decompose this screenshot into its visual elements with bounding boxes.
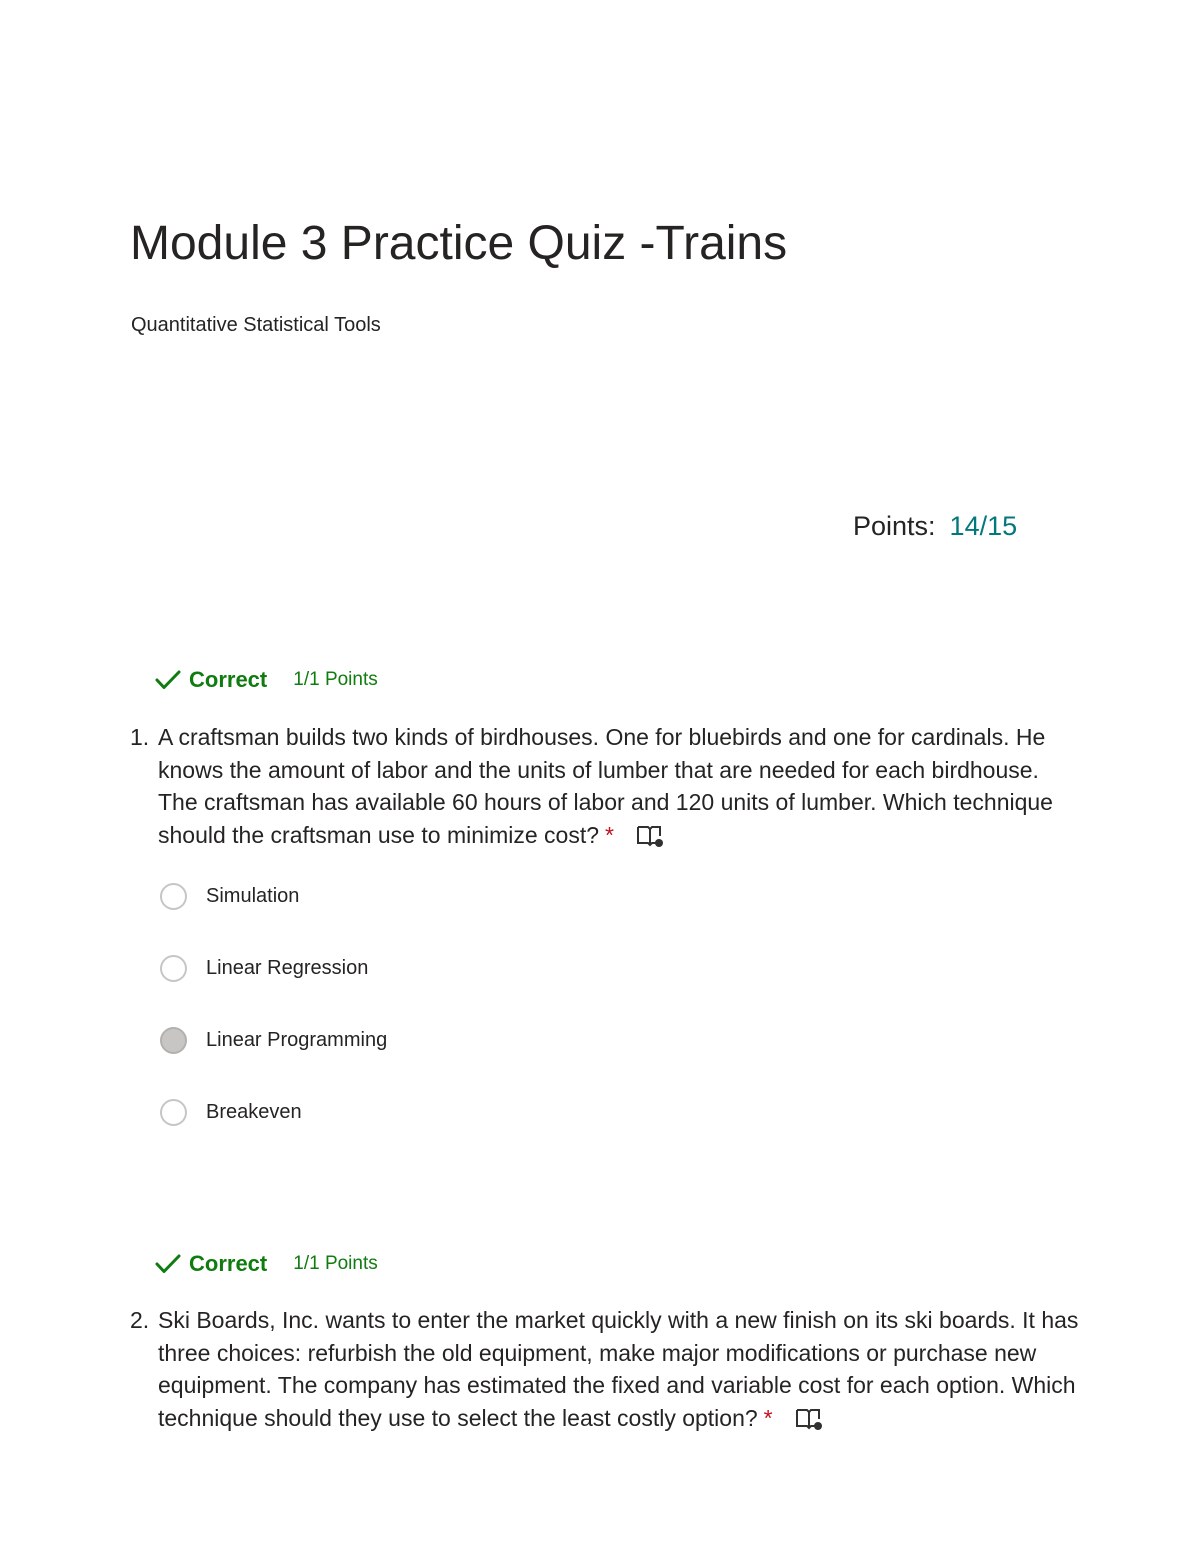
question-text: Ski Boards, Inc. wants to enter the market quickly with a new finish on its ski boards. It has three choices: refurbish the old equipment, make major modifications or purchase new equipment. The company has estimated the fixed and variable cost for each option. Which technique should they use to select the least costly option?: [158, 1307, 1079, 1431]
question-2: [130, 1304, 1080, 1434]
score-value: 14/15: [949, 511, 1018, 541]
question-points: 1/1 Points: [293, 1253, 378, 1274]
question-status: [155, 666, 378, 694]
option-simulation[interactable]: [160, 876, 299, 916]
checkmark-icon: [155, 669, 181, 691]
question-text: A craftsman builds two kinds of birdhouses. One for bluebirds and one for cardinals. He knows the amount of labor and the units of lumber that are needed for each birdhouse. The craftsman has available 60 hours of labor and 120 units of lumber. Which technique should the craftsman use to minimize cost?: [158, 724, 1053, 848]
status-correct-label: Correct: [189, 1251, 268, 1276]
page-title: Module 3 Practice Quiz -Trains: [130, 217, 788, 270]
option-linear-regression[interactable]: [160, 948, 368, 988]
radio-button-selected[interactable]: [160, 1027, 187, 1054]
immersive-reader-icon[interactable]: [636, 823, 664, 849]
radio-button[interactable]: [160, 883, 187, 910]
radio-button[interactable]: [160, 1099, 187, 1126]
required-marker: *: [605, 821, 614, 848]
option-label: Simulation: [206, 884, 300, 907]
option-label: Linear Regression: [206, 956, 369, 979]
score-label: Points:: [853, 511, 936, 541]
question-points: 1/1 Points: [293, 669, 378, 690]
total-score: [853, 508, 1017, 544]
required-marker: *: [763, 1404, 773, 1431]
form-subtitle: Quantitative Statistical Tools: [131, 314, 381, 336]
option-label: Breakeven: [206, 1100, 302, 1123]
option-linear-programming[interactable]: [160, 1020, 387, 1060]
question-number: 1.: [130, 724, 150, 750]
checkmark-icon: [155, 1253, 181, 1275]
status-correct-label: Correct: [189, 667, 268, 692]
option-label: Linear Programming: [206, 1028, 388, 1051]
immersive-reader-icon[interactable]: [795, 1406, 823, 1432]
radio-button[interactable]: [160, 955, 187, 982]
question-number: 2.: [130, 1307, 150, 1333]
option-breakeven[interactable]: [160, 1092, 302, 1132]
question-status: [155, 1250, 378, 1278]
question-1: [130, 721, 1080, 851]
